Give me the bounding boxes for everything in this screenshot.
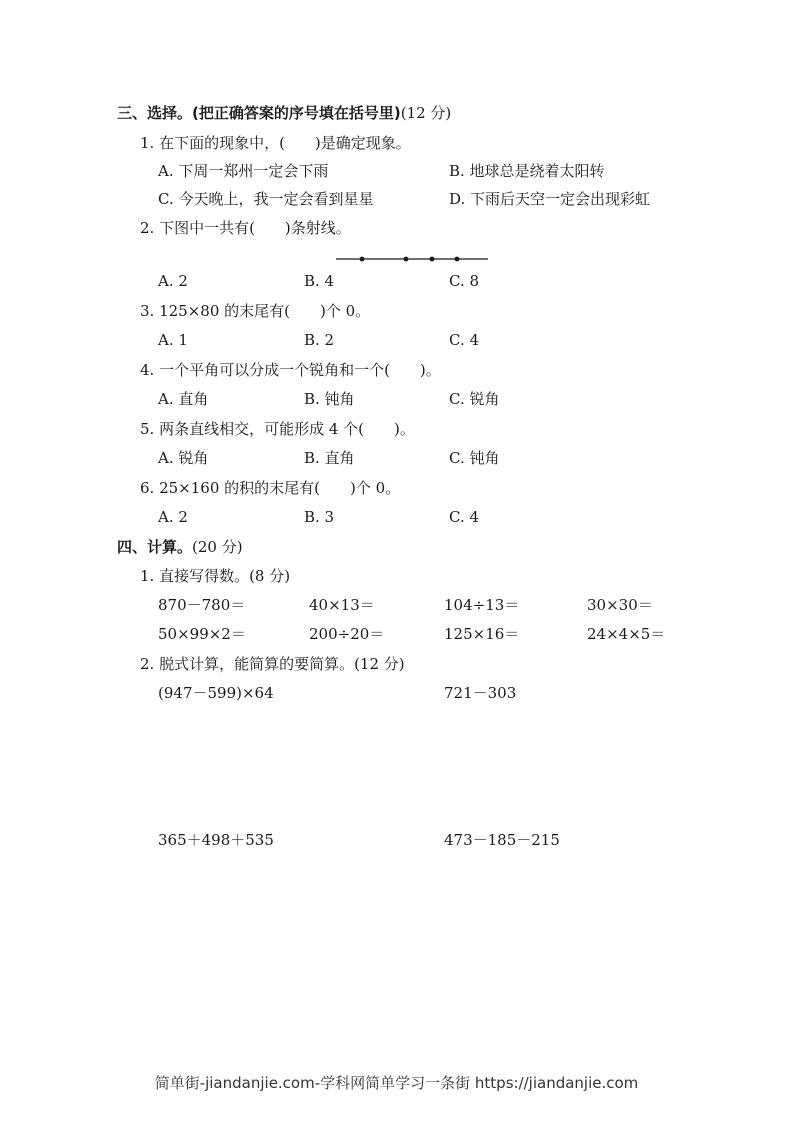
q5-stem: 5. 两条直线相交，可能形成 4 个( )。 xyxy=(140,420,415,438)
q3-option-a: A. 1 xyxy=(158,331,188,349)
section3-title: 三、选择。(把正确答案的序号填在括号里) xyxy=(117,104,401,122)
oral-calc-item: 200÷20＝ xyxy=(309,625,385,643)
q1-option-d: D. 下雨后天空一定会出现彩虹 xyxy=(449,190,651,208)
q2-option-c: C. 8 xyxy=(449,272,480,290)
stepwise-calc-item: 721－303 xyxy=(444,684,517,702)
q4-option-a: A. 直角 xyxy=(158,390,209,408)
q5-option-b: B. 直角 xyxy=(304,449,355,467)
q4-stem: 4. 一个平角可以分成一个锐角和一个( )。 xyxy=(140,361,441,379)
q5-option-c: C. 钝角 xyxy=(449,449,500,467)
ray-line-figure xyxy=(336,252,488,266)
oral-calc-item: 104÷13＝ xyxy=(444,596,520,614)
calc-part1-stem: 1. 直接写得数。(8 分) xyxy=(140,567,291,585)
ray-point xyxy=(455,257,460,262)
q5-option-a: A. 锐角 xyxy=(158,449,209,467)
q2-option-a: A. 2 xyxy=(158,272,188,290)
ray-point xyxy=(404,257,409,262)
section3-score: (12 分) xyxy=(400,104,452,122)
oral-calc-item: 24×4×5＝ xyxy=(587,625,666,643)
section3-heading xyxy=(117,104,451,122)
ray-point xyxy=(360,257,365,262)
q1-option-c: C. 今天晚上，我一定会看到星星 xyxy=(158,190,374,208)
q2-stem: 2. 下图中一共有( )条射线。 xyxy=(140,219,351,237)
oral-calc-item: 870－780＝ xyxy=(158,596,246,614)
q3-stem: 3. 125×80 的末尾有( )个 0。 xyxy=(140,302,371,320)
q1-option-a: A. 下周一郑州一定会下雨 xyxy=(158,162,329,180)
section4-title: 四、计算。 xyxy=(117,538,193,556)
oral-calc-item: 30×30＝ xyxy=(587,596,653,614)
q3-option-c: C. 4 xyxy=(449,331,480,349)
q1-stem: 1. 在下面的现象中，( )是确定现象。 xyxy=(140,134,411,152)
q2-option-b: B. 4 xyxy=(304,272,335,290)
q6-stem: 6. 25×160 的积的末尾有( )个 0。 xyxy=(140,479,401,497)
oral-calc-item: 125×16＝ xyxy=(444,625,520,643)
calc-part2-stem: 2. 脱式计算，能简算的要简算。(12 分) xyxy=(140,655,405,673)
site-footer: 简单街-jiandanjie.com-学科网简单学习一条街 https://jiandanjie.com xyxy=(154,1074,639,1092)
q6-option-c: C. 4 xyxy=(449,508,480,526)
q3-option-b: B. 2 xyxy=(304,331,335,349)
q6-option-a: A. 2 xyxy=(158,508,188,526)
q1-option-b: B. 地球总是绕着太阳转 xyxy=(449,162,605,180)
section4-score: (20 分) xyxy=(192,538,243,556)
q4-option-c: C. 锐角 xyxy=(449,390,500,408)
oral-calc-item: 50×99×2＝ xyxy=(158,625,246,643)
q6-option-b: B. 3 xyxy=(304,508,335,526)
stepwise-calc-item: 365＋498＋535 xyxy=(158,831,274,849)
q4-option-b: B. 钝角 xyxy=(304,390,355,408)
ray-point xyxy=(430,257,435,262)
stepwise-calc-item: 473－185－215 xyxy=(444,831,560,849)
section4-heading xyxy=(117,538,243,556)
stepwise-calc-item: (947－599)×64 xyxy=(158,684,274,702)
oral-calc-item: 40×13＝ xyxy=(309,596,375,614)
